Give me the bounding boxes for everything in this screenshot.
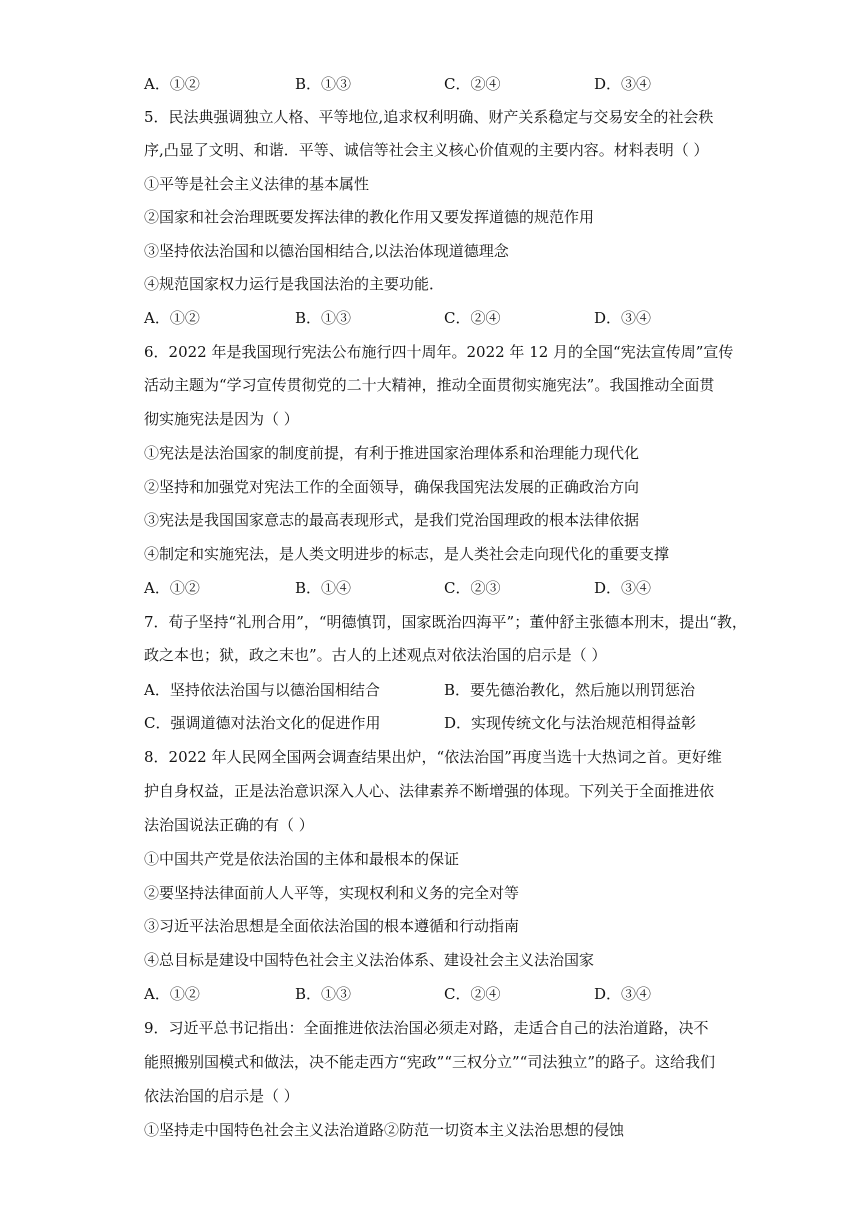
q8-item-1: ①中国共产党是依法治国的主体和最根本的保证: [144, 850, 460, 868]
q8-item-2: ②要坚持法律面前人人平等，实现权利和义务的完全对等: [144, 884, 520, 902]
q8-option-a: A．①②: [144, 985, 200, 1003]
q6-item-3: ③宪法是我国国家意志的最高表现形式，是我们党治国理政的根本法律依据: [144, 511, 640, 529]
q8-item-3: ③习近平法治思想是全面依法治国的根本遵循和行动指南: [144, 917, 520, 935]
q6-item-2: ②坚持和加强党对宪法工作的全面领导，确保我国宪法发展的正确政治方向: [144, 478, 640, 496]
q6-stem-line-2: 活动主题为“学习宣传贯彻党的二十大精神，推动全面贯彻实施宪法”。我国推动全面贯: [144, 376, 715, 394]
q7-option-b: B．要先德治教化，然后施以刑罚惩治: [444, 681, 696, 699]
q6-stem-line-3: 彻实施宪法是因为（ ）: [144, 410, 299, 428]
q7-option-c: C．强调道德对法治文化的促进作用: [144, 714, 381, 732]
q7-stem-line-2: 政之本也；狱，政之末也”。古人的上述观点对依法治国的启示是（ ）: [144, 646, 607, 664]
q6-option-c: C．②③: [444, 579, 501, 597]
q6-option-d: D．③④: [594, 579, 652, 597]
q5-item-2: ②国家和社会治理既要发挥法律的教化作用又要发挥道德的规范作用: [144, 208, 595, 226]
q8-option-b: B．①③: [295, 985, 352, 1003]
q6-item-4: ④制定和实施宪法，是人类文明进步的标志，是人类社会走向现代化的重要支撑: [144, 545, 670, 563]
q9-stem-line-1: 9．习近平总书记指出：全面推进依法治国必须走对路，走适合自己的法治道路，决不: [144, 1019, 709, 1037]
q5-option-d: D．③④: [594, 309, 652, 327]
q5-option-a: A．①②: [144, 309, 200, 327]
q6-option-b: B．①④: [295, 579, 352, 597]
q7-option-a: A．坚持依法治国与以德治国相结合: [144, 681, 380, 699]
q4-option-a: A．①②: [144, 75, 200, 93]
q6-stem-line-1: 6．2022 年是我国现行宪法公布施行四十周年。2022 年 12 月的全国“宪法宣传周”宣传: [144, 343, 734, 361]
q5-stem-line-1: 5．民法典强调独立人格、平等地位,追求权利明确、财产关系稳定与交易安全的社会秩: [144, 108, 714, 126]
q9-item-1: ①坚持走中国特色社会主义法治道路②防范一切资本主义法治思想的侵蚀: [144, 1121, 625, 1139]
q9-stem-line-2: 能照搬别国模式和做法，决不能走西方“宪政”“三权分立”“司法独立”的路子。这给我们: [144, 1053, 716, 1071]
q9-stem-line-3: 依法治国的启示是（ ）: [144, 1087, 299, 1105]
q7-option-d: D．实现传统文化与法治规范相得益彰: [444, 714, 697, 732]
q8-option-c: C．②④: [444, 985, 501, 1003]
q5-stem-line-2: 序,凸显了文明、和谐．平等、诚信等社会主义核心价值观的主要内容。材料表明（ ）: [144, 141, 709, 159]
q4-option-c: C．②④: [444, 75, 501, 93]
q5-option-b: B．①③: [295, 309, 352, 327]
q8-stem-line-2: 护自身权益，正是法治意识深入人心、法律素养不断增强的体现。下列关于全面推进依: [144, 782, 715, 800]
q4-option-b: B．①③: [295, 75, 352, 93]
q5-item-3: ③坚持依法治国和以德治国相结合,以法治体现道德理念: [144, 242, 509, 260]
q7-stem-line-1: 7．荀子坚持“礼刑合用”，“明德慎罚，国家既治四海平”；董仲舒主张德本刑末，提出“教，: [144, 613, 747, 631]
q4-option-d: D．③④: [594, 75, 652, 93]
q5-item-1: ①平等是社会主义法律的基本属性: [144, 175, 370, 193]
q8-stem-line-1: 8．2022 年人民网全国两会调查结果出炉，“依法治国”再度当选十大热词之首。更好维: [144, 748, 722, 766]
q5-item-4: ④规范国家权力运行是我国法治的主要功能．: [144, 275, 445, 293]
q6-item-1: ①宪法是法治国家的制度前提，有利于推进国家治理体系和治理能力现代化: [144, 444, 640, 462]
q8-stem-line-3: 法治国说法正确的有（ ）: [144, 816, 314, 834]
q6-option-a: A．①②: [144, 579, 200, 597]
q8-option-d: D．③④: [594, 985, 652, 1003]
q5-option-c: C．②④: [444, 309, 501, 327]
q8-item-4: ④总目标是建设中国特色社会主义法治体系、建设社会主义法治国家: [144, 951, 595, 969]
